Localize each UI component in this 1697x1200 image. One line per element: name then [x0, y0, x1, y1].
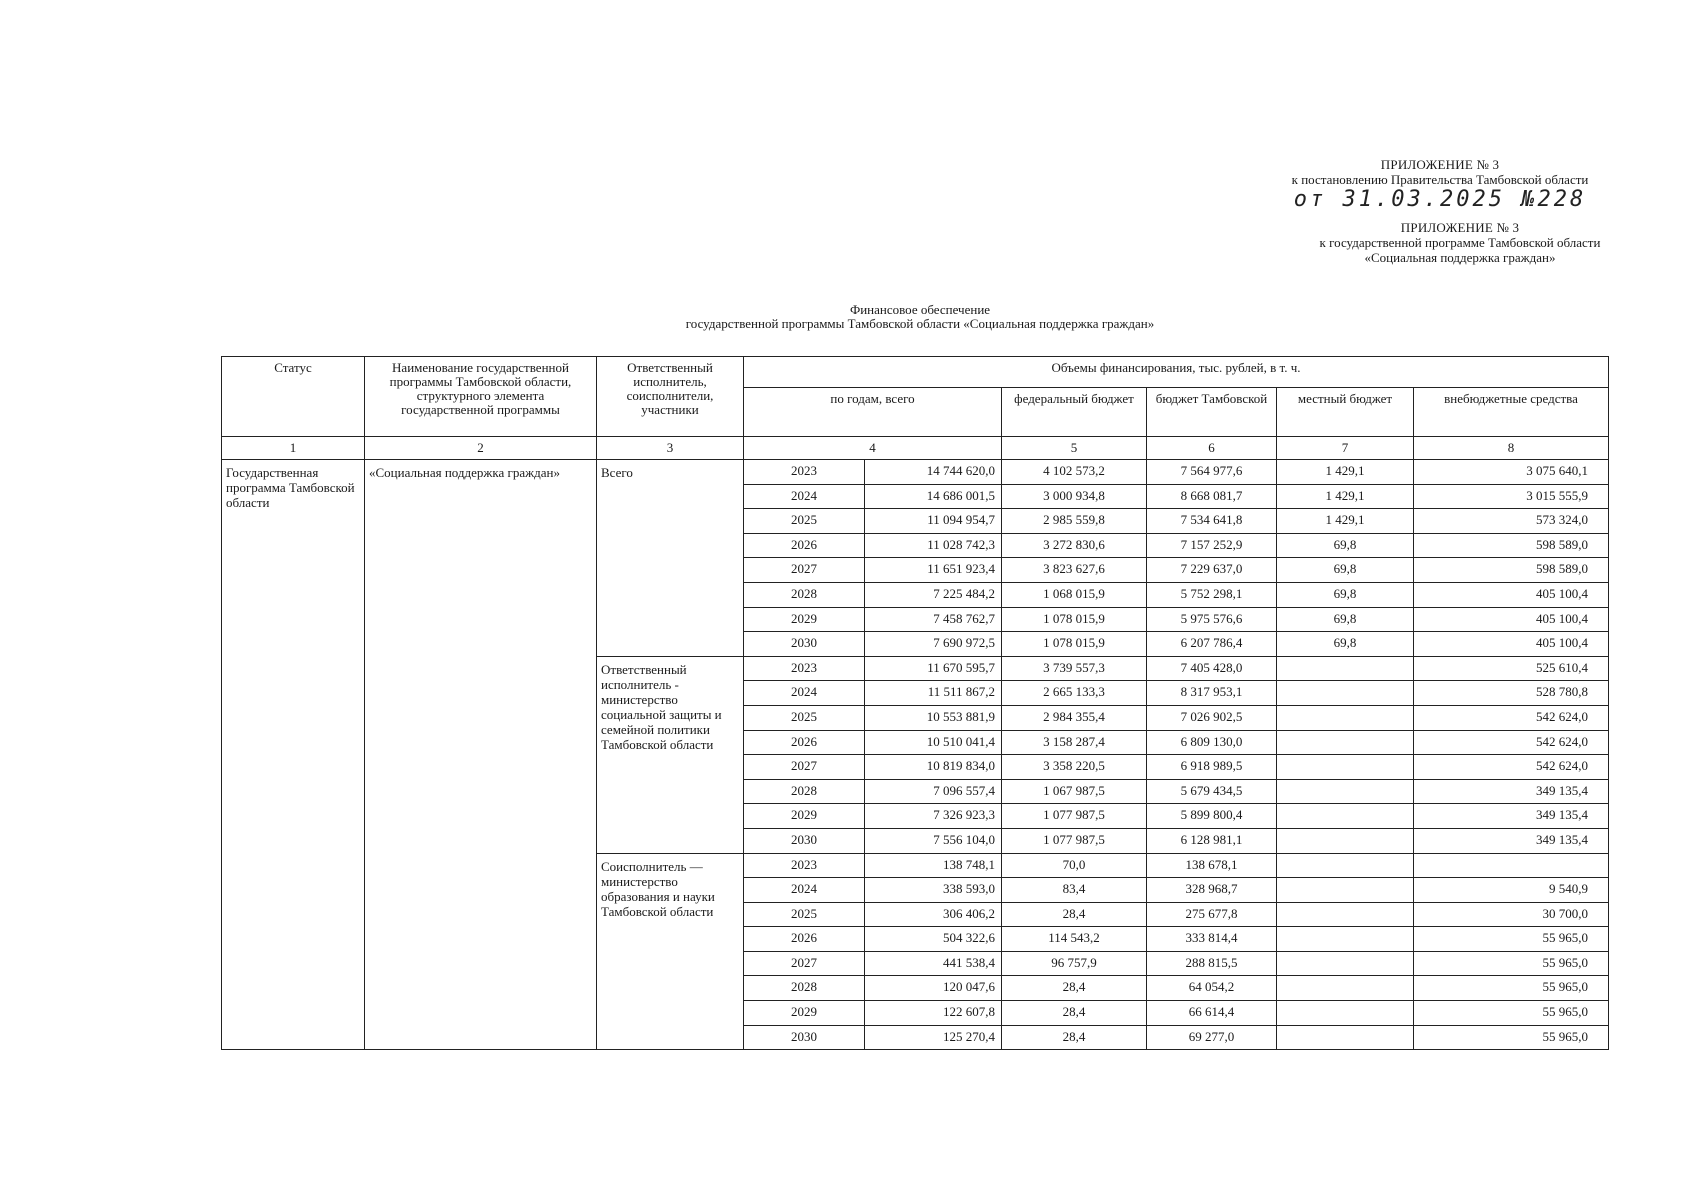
local-cell: 1 429,1	[1277, 484, 1414, 509]
column-number: 4	[744, 437, 1002, 460]
year-cell: 2028	[744, 582, 865, 607]
total-cell: 122 607,8	[865, 1001, 1002, 1026]
header-extra: внебюджетные средства	[1414, 388, 1609, 437]
extra-cell: 598 589,0	[1414, 558, 1609, 583]
extra-cell: 598 589,0	[1414, 533, 1609, 558]
header-executor: Ответственный исполнитель, соисполнители, участники	[597, 357, 744, 437]
local-cell	[1277, 779, 1414, 804]
extra-cell: 55 965,0	[1414, 976, 1609, 1001]
regional-cell: 7 564 977,6	[1147, 460, 1277, 485]
total-cell: 7 556 104,0	[865, 828, 1002, 853]
regional-cell: 64 054,2	[1147, 976, 1277, 1001]
local-cell	[1277, 878, 1414, 903]
program-name-cell: «Социальная поддержка граждан»	[365, 460, 597, 1050]
year-cell: 2025	[744, 509, 865, 534]
regional-cell: 5 679 434,5	[1147, 779, 1277, 804]
financing-table	[221, 356, 1609, 1050]
column-number-row	[222, 437, 1609, 460]
year-cell: 2028	[744, 976, 865, 1001]
column-number: 5	[1002, 437, 1147, 460]
federal-cell: 2 665 133,3	[1002, 681, 1147, 706]
year-cell: 2023	[744, 853, 865, 878]
total-cell: 11 651 923,4	[865, 558, 1002, 583]
local-cell	[1277, 951, 1414, 976]
appendix-subtitle: к постановлению Правительства Тамбовской области	[1291, 172, 1589, 187]
regional-cell: 275 677,8	[1147, 902, 1277, 927]
appendix-subtitle: «Социальная поддержка граждан»	[1364, 250, 1556, 265]
regional-cell: 7 405 428,0	[1147, 656, 1277, 681]
total-cell: 10 510 041,4	[865, 730, 1002, 755]
extra-cell: 55 965,0	[1414, 1001, 1609, 1026]
total-cell: 11 511 867,2	[865, 681, 1002, 706]
federal-cell: 2 985 559,8	[1002, 509, 1147, 534]
local-cell: 1 429,1	[1277, 509, 1414, 534]
local-cell: 1 429,1	[1277, 460, 1414, 485]
local-cell: 69,8	[1277, 533, 1414, 558]
total-cell: 7 096 557,4	[865, 779, 1002, 804]
year-cell: 2030	[744, 1025, 865, 1050]
federal-cell: 3 823 627,6	[1002, 558, 1147, 583]
extra-cell: 542 624,0	[1414, 730, 1609, 755]
document-title	[560, 303, 1280, 331]
year-cell: 2029	[744, 1001, 865, 1026]
extra-cell: 55 965,0	[1414, 1025, 1609, 1050]
column-number: 8	[1414, 437, 1609, 460]
regional-cell: 333 814,4	[1147, 927, 1277, 952]
federal-cell: 1 067 987,5	[1002, 779, 1147, 804]
federal-cell: 4 102 573,2	[1002, 460, 1147, 485]
total-cell: 138 748,1	[865, 853, 1002, 878]
regional-cell: 5 975 576,6	[1147, 607, 1277, 632]
header-regional: бюджет Тамбовской	[1147, 388, 1277, 437]
total-cell: 338 593,0	[865, 878, 1002, 903]
regional-cell: 69 277,0	[1147, 1025, 1277, 1050]
extra-cell: 55 965,0	[1414, 927, 1609, 952]
local-cell: 69,8	[1277, 582, 1414, 607]
regional-cell: 5 752 298,1	[1147, 582, 1277, 607]
federal-cell: 2 984 355,4	[1002, 705, 1147, 730]
extra-cell: 542 624,0	[1414, 705, 1609, 730]
total-cell: 14 686 001,5	[865, 484, 1002, 509]
federal-cell: 1 078 015,9	[1002, 632, 1147, 657]
year-cell: 2027	[744, 951, 865, 976]
regional-cell: 8 668 081,7	[1147, 484, 1277, 509]
federal-cell: 1 078 015,9	[1002, 607, 1147, 632]
year-cell: 2024	[744, 681, 865, 706]
year-cell: 2023	[744, 460, 865, 485]
year-cell: 2030	[744, 632, 865, 657]
executor-cell: Соисполнитель — министерство образования и науки Тамбовской области	[597, 853, 744, 1050]
year-cell: 2027	[744, 558, 865, 583]
extra-cell: 405 100,4	[1414, 582, 1609, 607]
year-cell: 2028	[744, 779, 865, 804]
header-name: Наименование государственной программы Тамбовской области, структурного элемента государственной программы	[365, 357, 597, 437]
federal-cell: 83,4	[1002, 878, 1147, 903]
column-number: 6	[1147, 437, 1277, 460]
extra-cell: 525 610,4	[1414, 656, 1609, 681]
header-funding: Объемы финансирования, тыс. рублей, в т. ч.	[744, 357, 1609, 388]
local-cell: 69,8	[1277, 558, 1414, 583]
federal-cell: 28,4	[1002, 1001, 1147, 1026]
total-cell: 7 690 972,5	[865, 632, 1002, 657]
document-title-line: Финансовое обеспечение	[849, 302, 991, 317]
local-cell	[1277, 927, 1414, 952]
total-cell: 504 322,6	[865, 927, 1002, 952]
total-cell: 125 270,4	[865, 1025, 1002, 1050]
federal-cell: 28,4	[1002, 902, 1147, 927]
total-cell: 120 047,6	[865, 976, 1002, 1001]
extra-cell: 55 965,0	[1414, 951, 1609, 976]
extra-cell	[1414, 853, 1609, 878]
regional-cell: 7 229 637,0	[1147, 558, 1277, 583]
extra-cell: 30 700,0	[1414, 902, 1609, 927]
local-cell	[1277, 1025, 1414, 1050]
year-cell: 2026	[744, 927, 865, 952]
total-cell: 11 094 954,7	[865, 509, 1002, 534]
extra-cell: 405 100,4	[1414, 607, 1609, 632]
handwritten-date-number: от 31.03.2025 №228	[1293, 187, 1587, 212]
local-cell: 69,8	[1277, 632, 1414, 657]
extra-cell: 349 135,4	[1414, 804, 1609, 829]
executor-cell: Ответственный исполнитель - министерство социальной защиты и семейной политики Тамбовской области	[597, 656, 744, 853]
extra-cell: 349 135,4	[1414, 828, 1609, 853]
regional-cell: 6 918 989,5	[1147, 755, 1277, 780]
total-cell: 10 553 881,9	[865, 705, 1002, 730]
regional-cell: 6 809 130,0	[1147, 730, 1277, 755]
regional-cell: 7 026 902,5	[1147, 705, 1277, 730]
regional-cell: 6 207 786,4	[1147, 632, 1277, 657]
federal-cell: 1 068 015,9	[1002, 582, 1147, 607]
appendix-header-program	[1260, 220, 1660, 265]
year-cell: 2027	[744, 755, 865, 780]
appendix-subtitle: к государственной программе Тамбовской области	[1319, 235, 1601, 250]
appendix-title: ПРИЛОЖЕНИЕ № 3	[1400, 220, 1520, 235]
local-cell	[1277, 656, 1414, 681]
total-cell: 306 406,2	[865, 902, 1002, 927]
extra-cell: 3 075 640,1	[1414, 460, 1609, 485]
regional-cell: 7 157 252,9	[1147, 533, 1277, 558]
appendix-header-resolution	[1240, 157, 1640, 212]
total-cell: 7 225 484,2	[865, 582, 1002, 607]
extra-cell: 528 780,8	[1414, 681, 1609, 706]
regional-cell: 66 614,4	[1147, 1001, 1277, 1026]
column-number: 2	[365, 437, 597, 460]
total-cell: 11 670 595,7	[865, 656, 1002, 681]
year-cell: 2023	[744, 656, 865, 681]
federal-cell: 3 272 830,6	[1002, 533, 1147, 558]
local-cell	[1277, 681, 1414, 706]
column-number: 3	[597, 437, 744, 460]
local-cell: 69,8	[1277, 607, 1414, 632]
local-cell	[1277, 828, 1414, 853]
document-title-line: государственной программы Тамбовской области «Социальная поддержка граждан»	[685, 316, 1155, 331]
regional-cell: 8 317 953,1	[1147, 681, 1277, 706]
local-cell	[1277, 976, 1414, 1001]
executor-cell: Всего	[597, 460, 744, 657]
regional-cell: 5 899 800,4	[1147, 804, 1277, 829]
local-cell	[1277, 755, 1414, 780]
federal-cell: 28,4	[1002, 1025, 1147, 1050]
regional-cell: 328 968,7	[1147, 878, 1277, 903]
total-cell: 7 458 762,7	[865, 607, 1002, 632]
status-cell: Государственная программа Тамбовской области	[222, 460, 365, 1050]
total-cell: 10 819 834,0	[865, 755, 1002, 780]
local-cell	[1277, 853, 1414, 878]
federal-cell: 3 000 934,8	[1002, 484, 1147, 509]
local-cell	[1277, 902, 1414, 927]
year-cell: 2026	[744, 730, 865, 755]
year-cell: 2029	[744, 607, 865, 632]
extra-cell: 405 100,4	[1414, 632, 1609, 657]
local-cell	[1277, 1001, 1414, 1026]
federal-cell: 70,0	[1002, 853, 1147, 878]
column-number: 7	[1277, 437, 1414, 460]
extra-cell: 3 015 555,9	[1414, 484, 1609, 509]
year-cell: 2025	[744, 902, 865, 927]
total-cell: 7 326 923,3	[865, 804, 1002, 829]
total-cell: 441 538,4	[865, 951, 1002, 976]
extra-cell: 542 624,0	[1414, 755, 1609, 780]
federal-cell: 3 158 287,4	[1002, 730, 1147, 755]
regional-cell: 6 128 981,1	[1147, 828, 1277, 853]
regional-cell: 288 815,5	[1147, 951, 1277, 976]
table-row	[222, 460, 1609, 485]
appendix-title: ПРИЛОЖЕНИЕ № 3	[1380, 157, 1500, 172]
local-cell	[1277, 705, 1414, 730]
total-cell: 14 744 620,0	[865, 460, 1002, 485]
federal-cell: 3 739 557,3	[1002, 656, 1147, 681]
header-total: по годам, всего	[744, 388, 1002, 437]
federal-cell: 3 358 220,5	[1002, 755, 1147, 780]
federal-cell: 114 543,2	[1002, 927, 1147, 952]
header-federal: федеральный бюджет	[1002, 388, 1147, 437]
year-cell: 2030	[744, 828, 865, 853]
regional-cell: 7 534 641,8	[1147, 509, 1277, 534]
total-cell: 11 028 742,3	[865, 533, 1002, 558]
year-cell: 2024	[744, 484, 865, 509]
regional-cell: 138 678,1	[1147, 853, 1277, 878]
local-cell	[1277, 730, 1414, 755]
year-cell: 2024	[744, 878, 865, 903]
federal-cell: 96 757,9	[1002, 951, 1147, 976]
local-cell	[1277, 804, 1414, 829]
federal-cell: 1 077 987,5	[1002, 804, 1147, 829]
extra-cell: 9 540,9	[1414, 878, 1609, 903]
year-cell: 2029	[744, 804, 865, 829]
year-cell: 2025	[744, 705, 865, 730]
federal-cell: 28,4	[1002, 976, 1147, 1001]
federal-cell: 1 077 987,5	[1002, 828, 1147, 853]
year-cell: 2026	[744, 533, 865, 558]
header-local: местный бюджет	[1277, 388, 1414, 437]
extra-cell: 349 135,4	[1414, 779, 1609, 804]
header-row	[222, 357, 1609, 388]
header-status: Статус	[222, 357, 365, 437]
column-number: 1	[222, 437, 365, 460]
extra-cell: 573 324,0	[1414, 509, 1609, 534]
